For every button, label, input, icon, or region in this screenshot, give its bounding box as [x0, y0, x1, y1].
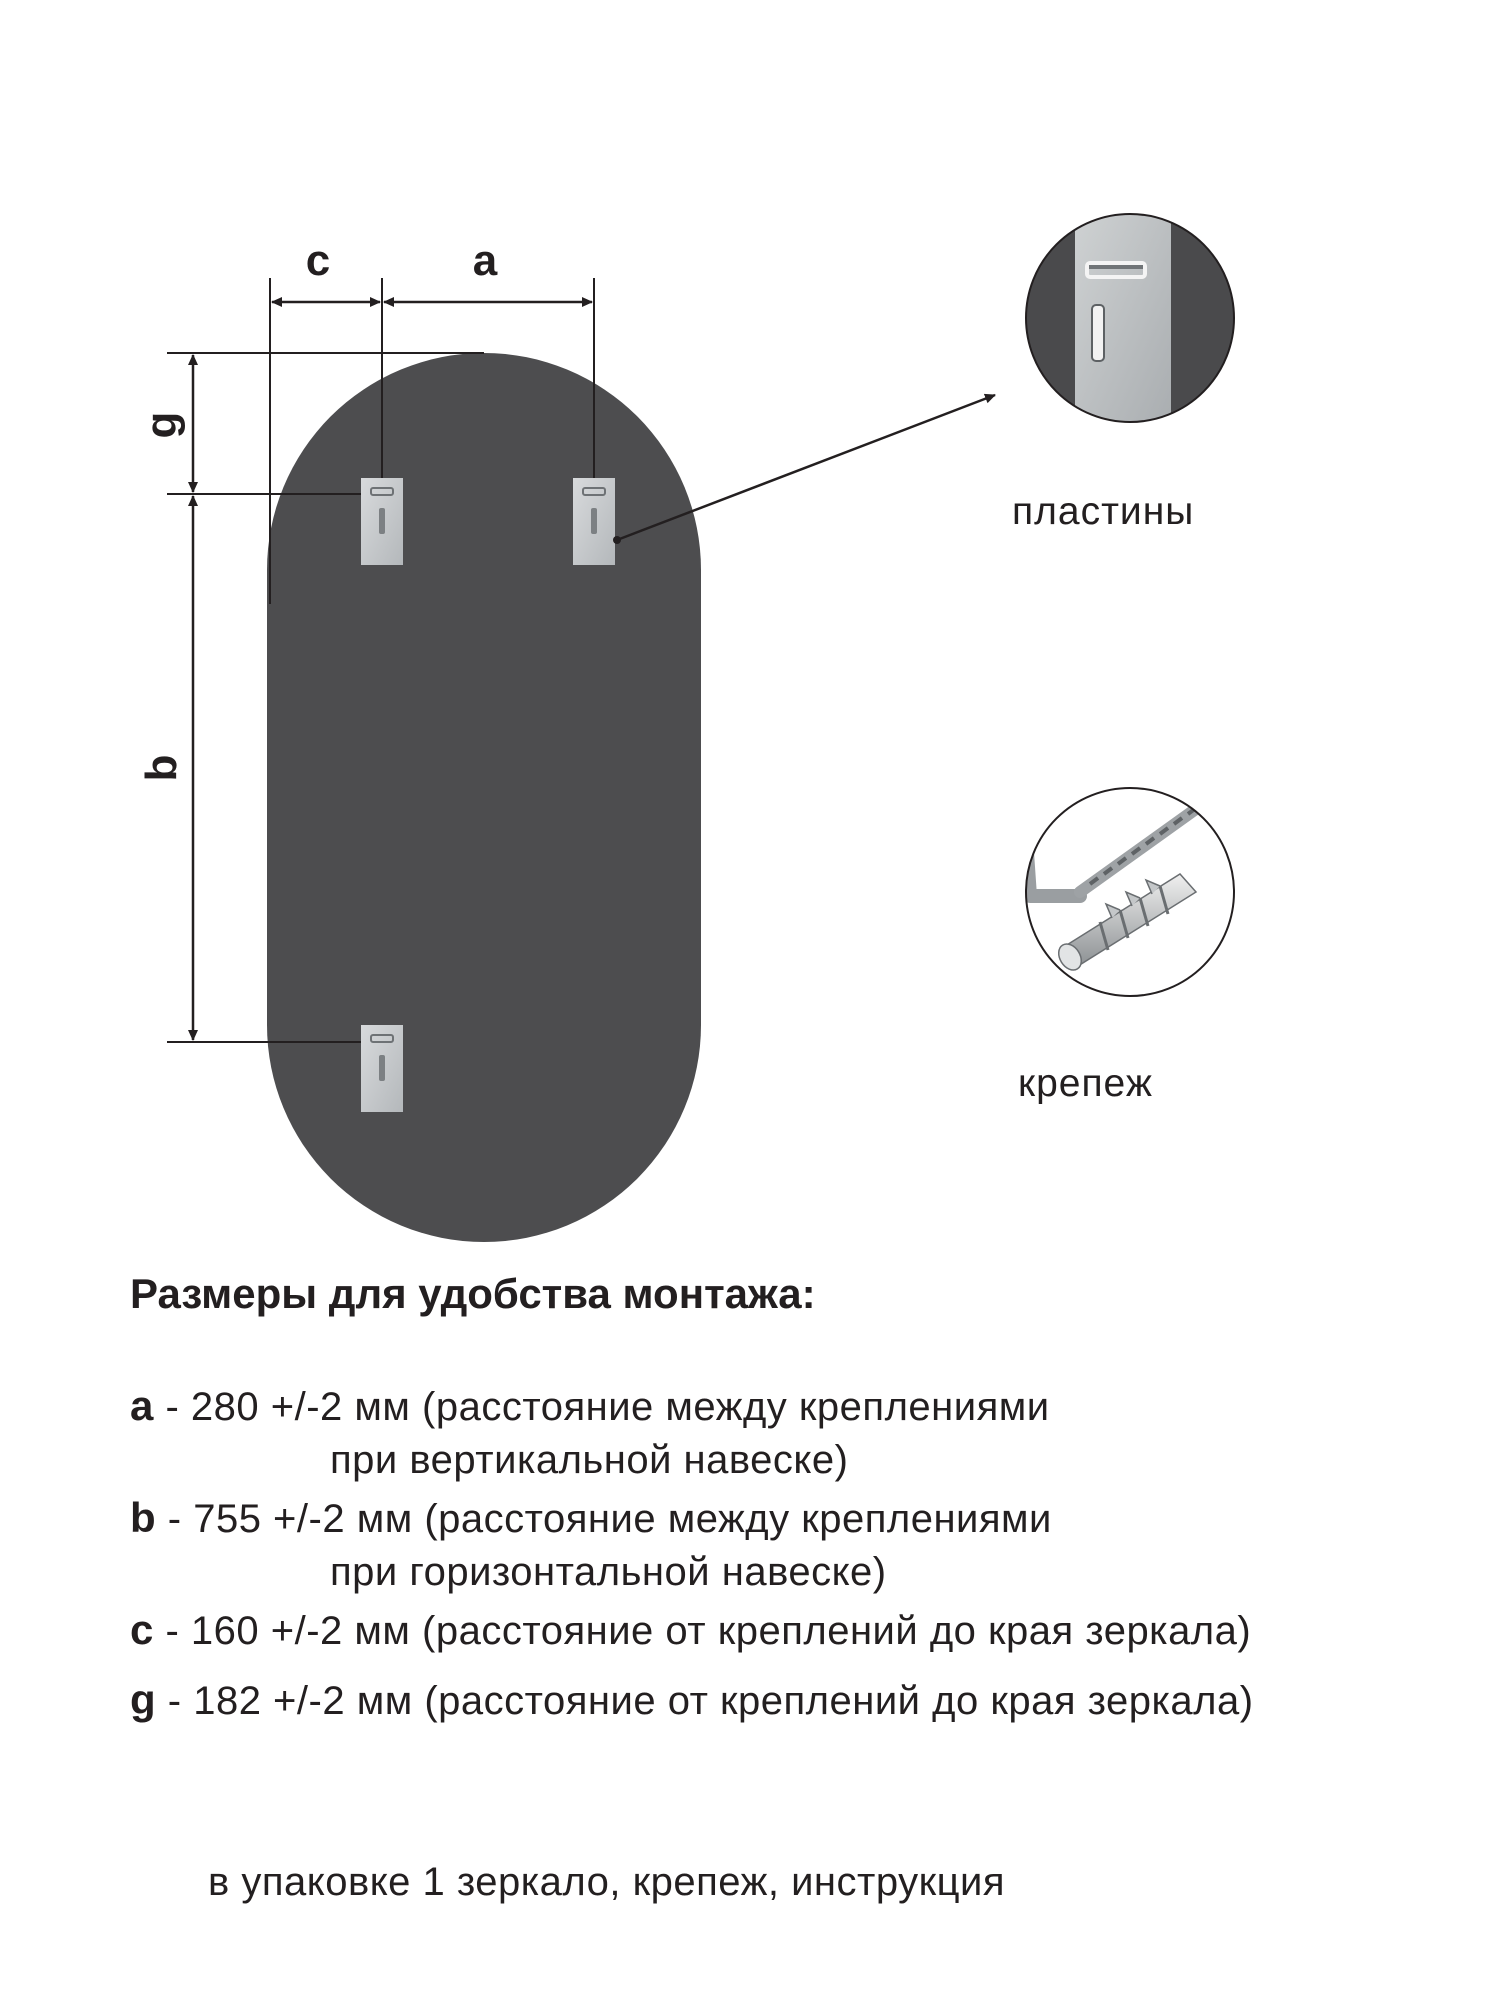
spec-a-text: - 280 +/-2 мм (расстояние между креплениями: [153, 1385, 1050, 1429]
spec-c-text: - 160 +/-2 мм (расстояние от креплений до края зеркала): [153, 1609, 1252, 1653]
spec-c: [130, 1606, 1251, 1654]
spec-g-key: g: [130, 1676, 157, 1723]
dim-label-a: a: [472, 236, 498, 285]
dim-label-c: c: [305, 236, 331, 285]
dim-label-g: g: [137, 411, 186, 439]
mounting-plate-top-left: [361, 478, 403, 565]
spec-g: [130, 1676, 1254, 1724]
spec-b: [130, 1494, 1052, 1542]
mounting-plate-icon: [1020, 210, 1240, 430]
spec-a-continued: при вертикальной навеске): [330, 1438, 849, 1482]
spec-g-text: - 182 +/-2 мм (расстояние от креплений до края зеркала): [156, 1679, 1254, 1723]
specs-heading: Размеры для удобства монтажа:: [130, 1270, 816, 1317]
spec-b-continued: при горизонтальной навеске): [330, 1550, 887, 1594]
spec-c-key: c: [130, 1606, 154, 1653]
spec-b-key: b: [130, 1494, 157, 1541]
mounting-plate-bottom: [361, 1025, 403, 1112]
spec-a: [130, 1382, 1050, 1430]
spec-b-text: - 755 +/-2 мм (расстояние между креплениями: [156, 1497, 1052, 1541]
dim-label-b: b: [137, 754, 186, 782]
screw-anchor-icon: [1018, 780, 1240, 1000]
mirror: [267, 353, 701, 1242]
package-contents: в упаковке 1 зеркало, крепеж, инструкция: [208, 1860, 1006, 1904]
plates-caption: пластины: [1012, 490, 1195, 533]
spec-a-key: a: [130, 1382, 154, 1429]
mounting-plate-top-right: [573, 478, 615, 565]
fasteners-caption: крепеж: [1018, 1062, 1153, 1105]
